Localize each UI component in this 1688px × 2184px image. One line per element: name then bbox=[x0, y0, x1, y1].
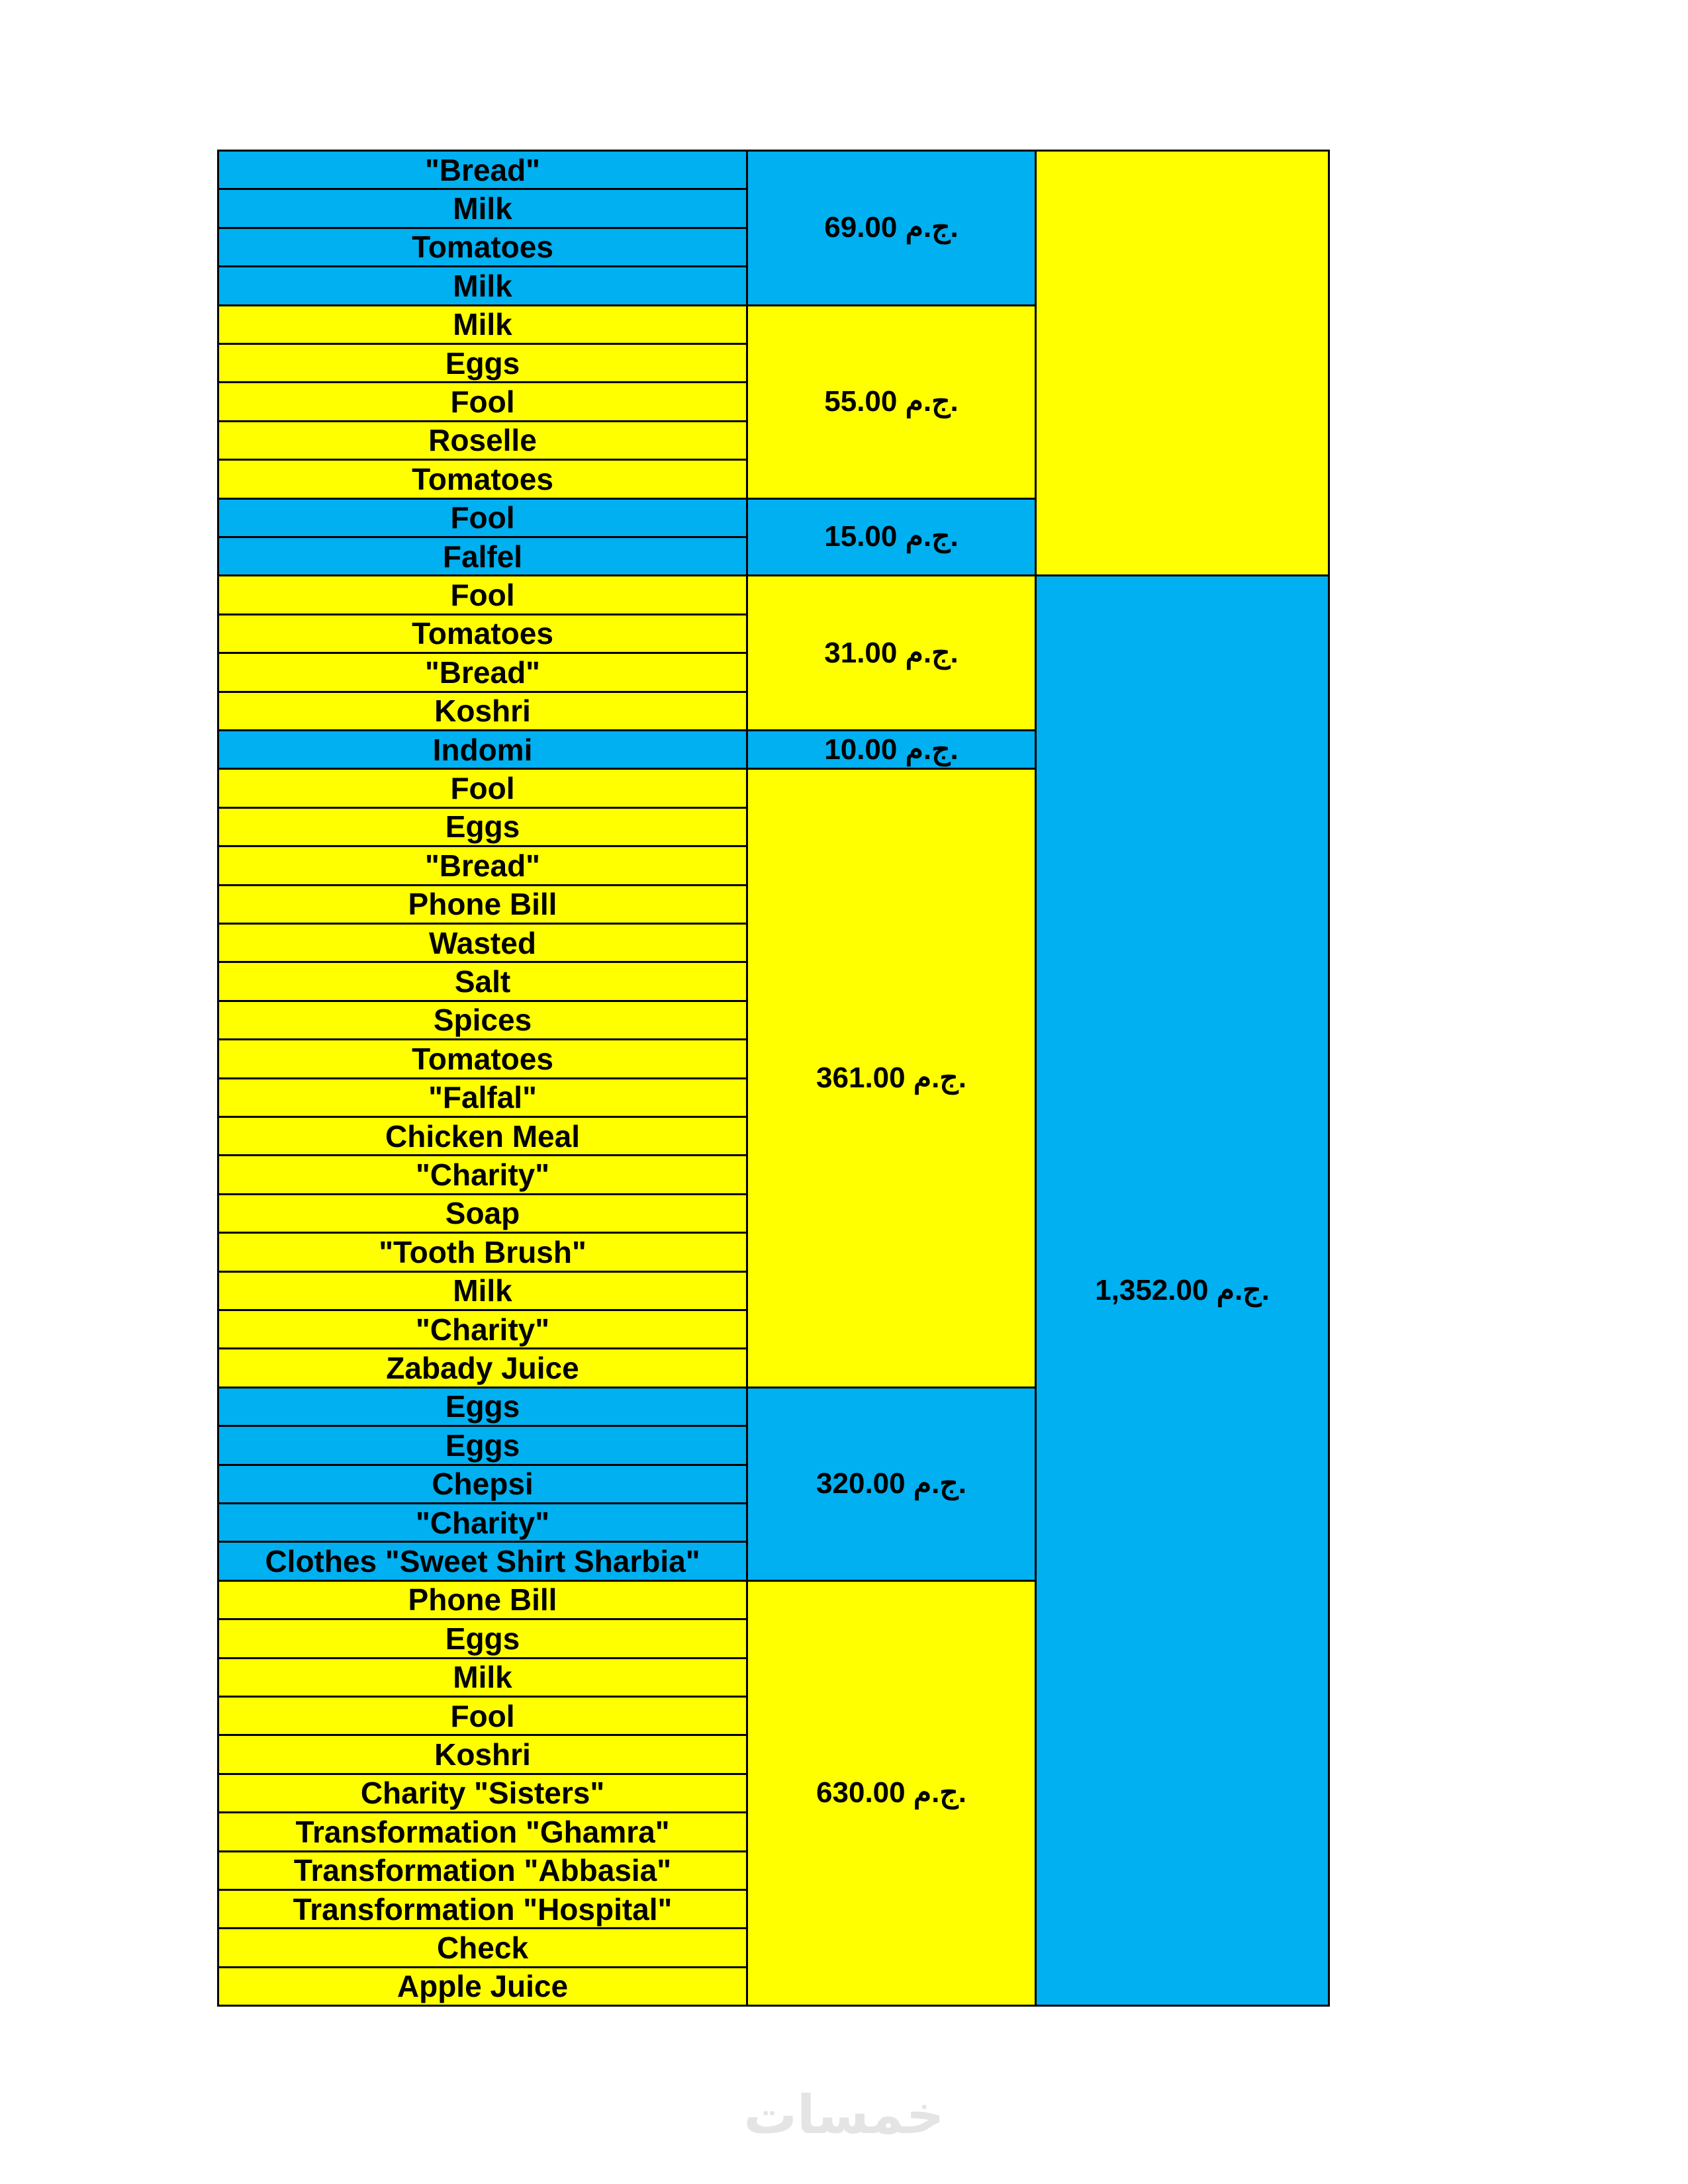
amount-text: 55.00 ج.م. bbox=[824, 385, 959, 418]
group-total-cell bbox=[746, 304, 1037, 500]
amount-text: 10.00 ج.م. bbox=[824, 733, 959, 766]
currency-label: ج.م. bbox=[913, 1776, 966, 1809]
item-cell: Clothes "Sweet Shirt Sharbia" bbox=[217, 1541, 748, 1581]
item-cell: Apple Juice bbox=[217, 1966, 748, 2007]
group-total-cell bbox=[746, 150, 1037, 306]
amount-text: 320.00 ج.م. bbox=[816, 1467, 966, 1500]
item-cell: Transformation "Abbasia" bbox=[217, 1850, 748, 1891]
item-cell: Milk bbox=[217, 265, 748, 306]
item-cell: Milk bbox=[217, 188, 748, 228]
group-total-cell bbox=[746, 498, 1037, 577]
item-cell: Chicken Meal bbox=[217, 1116, 748, 1156]
amount-text: 1,352.00 ج.م. bbox=[1095, 1274, 1270, 1307]
item-cell: Transformation "Ghamra" bbox=[217, 1811, 748, 1852]
item-cell: Koshri bbox=[217, 691, 748, 731]
item-cell: Tomatoes bbox=[217, 227, 748, 267]
item-cell: Transformation "Hospital" bbox=[217, 1889, 748, 1929]
item-cell: Indomi bbox=[217, 729, 748, 770]
item-cell: Phone Bill bbox=[217, 884, 748, 925]
item-cell: Tomatoes bbox=[217, 459, 748, 499]
grand-total-cell bbox=[1035, 574, 1330, 2007]
currency-label: ج.م. bbox=[905, 520, 959, 553]
item-cell: Roselle bbox=[217, 420, 748, 461]
currency-label: ج.م. bbox=[905, 211, 959, 244]
item-cell: Fool bbox=[217, 574, 748, 615]
grand-total-cell bbox=[1035, 150, 1330, 576]
item-cell: "Charity" bbox=[217, 1154, 748, 1195]
amount-text: 31.00 ج.م. bbox=[824, 636, 959, 669]
item-cell: Zabady Juice bbox=[217, 1347, 748, 1388]
item-cell: Fool bbox=[217, 498, 748, 538]
item-cell: Eggs bbox=[217, 1387, 748, 1427]
item-cell: Eggs bbox=[217, 1618, 748, 1659]
amount-text: 15.00 ج.م. bbox=[824, 520, 959, 553]
item-cell: Wasted bbox=[217, 923, 748, 963]
amount-text: 630.00 ج.م. bbox=[816, 1776, 966, 1809]
item-cell: "Charity" bbox=[217, 1309, 748, 1349]
item-cell: Check bbox=[217, 1927, 748, 1968]
group-total-cell bbox=[746, 768, 1037, 1388]
item-cell: Spices bbox=[217, 1000, 748, 1040]
item-cell: Eggs bbox=[217, 343, 748, 383]
item-cell: Fool bbox=[217, 768, 748, 808]
item-cell: Milk bbox=[217, 1657, 748, 1698]
watermark-logo: خمسات bbox=[743, 2083, 945, 2146]
item-cell: Koshri bbox=[217, 1734, 748, 1774]
item-cell: "Bread" bbox=[217, 150, 748, 190]
item-cell: "Charity" bbox=[217, 1502, 748, 1543]
group-total-cell bbox=[746, 1387, 1037, 1582]
expense-sheet bbox=[217, 150, 1328, 2005]
item-cell: Fool bbox=[217, 381, 748, 422]
item-cell: "Falfal" bbox=[217, 1077, 748, 1118]
item-cell: Fool bbox=[217, 1696, 748, 1736]
item-cell: Milk bbox=[217, 1271, 748, 1311]
currency-label: ج.م. bbox=[913, 1062, 966, 1095]
item-cell: "Bread" bbox=[217, 845, 748, 886]
currency-label: ج.م. bbox=[905, 733, 959, 766]
item-cell: Chepsi bbox=[217, 1464, 748, 1504]
item-cell: Milk bbox=[217, 304, 748, 345]
currency-label: ج.م. bbox=[1216, 1274, 1270, 1307]
item-cell: "Bread" bbox=[217, 652, 748, 692]
item-cell: Tomatoes bbox=[217, 614, 748, 654]
group-total-cell bbox=[746, 729, 1037, 770]
currency-label: ج.م. bbox=[905, 636, 959, 669]
item-cell: Eggs bbox=[217, 807, 748, 847]
item-cell: Charity "Sisters" bbox=[217, 1773, 748, 1813]
item-cell: "Tooth Brush" bbox=[217, 1232, 748, 1272]
group-total-cell bbox=[746, 574, 1037, 731]
item-cell: Soap bbox=[217, 1193, 748, 1234]
amount-text: 69.00 ج.م. bbox=[824, 211, 959, 244]
amount-text: 361.00 ج.م. bbox=[816, 1062, 966, 1095]
currency-label: ج.م. bbox=[905, 385, 959, 418]
item-cell: Eggs bbox=[217, 1425, 748, 1465]
item-cell: Salt bbox=[217, 961, 748, 1001]
group-total-cell bbox=[746, 1580, 1037, 2007]
currency-label: ج.م. bbox=[913, 1467, 966, 1500]
item-cell: Phone Bill bbox=[217, 1580, 748, 1620]
item-cell: Tomatoes bbox=[217, 1038, 748, 1079]
item-cell: Falfel bbox=[217, 536, 748, 576]
